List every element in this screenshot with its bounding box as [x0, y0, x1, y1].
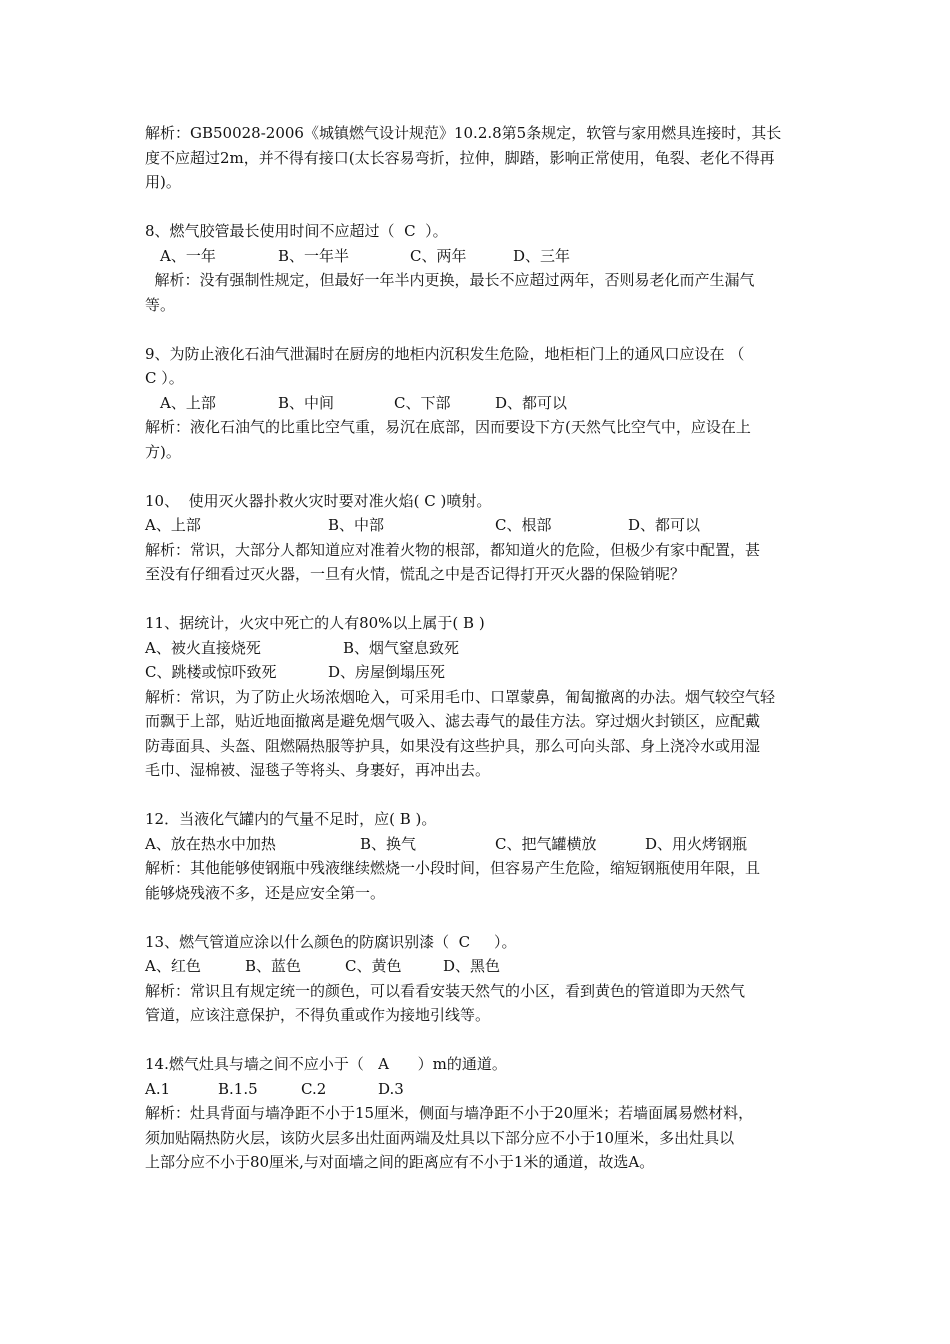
q10-option-d: D、都可以 [628, 516, 701, 534]
q12-analysis-line-1: 解析：其他能够使钢瓶中残液继续燃烧一小段时间，但容易产生危险，缩短钢瓶使用年限，且 [145, 859, 761, 877]
spacer [145, 195, 813, 220]
q11-options-row-2 [145, 660, 813, 685]
q14-option-d: D.3 [378, 1079, 404, 1098]
q9-question-line-2: C ）。 [145, 369, 184, 387]
q14-analysis-line-1: 解析：灶具背面与墙净距不小于15厘米，侧面与墙净距不小于20厘米；若墙面属易燃材料， [145, 1104, 754, 1122]
q11-analysis-line-4: 毛巾、湿棉被、湿毯子等将头、身裹好，再冲出去。 [145, 761, 491, 779]
q13-option-d: D、黑色 [443, 957, 501, 975]
q8-block [145, 219, 813, 317]
q8-question: 8、燃气胶管最长使用时间不应超过（ C ）。 [145, 222, 448, 240]
q10-question: 10、 使用灭火器扑救火灾时要对准火焰( C )喷射。 [145, 491, 492, 510]
q9-option-b: B、中间 [278, 393, 335, 412]
q11-option-a: A、被火直接烧死 [145, 638, 261, 657]
q12-option-d: D、用火烤钢瓶 [645, 834, 748, 853]
q9-option-a: A、上部 [160, 393, 216, 412]
spacer [145, 783, 813, 808]
q14-analysis-line-3: 上部分应不小于80厘米,与对面墙之间的距离应有不小于1米的通道，故选A。 [145, 1153, 655, 1171]
q11-question: 11、据统计，火灾中死亡的人有80%以上属于( B ) [145, 614, 485, 632]
q11-analysis-line-1: 解析：常识，为了防止火场浓烟呛入，可采用毛巾、口罩蒙鼻，匍匐撤离的办法。烟气较空气轻 [145, 687, 776, 706]
q13-question: 13、燃气管道应涂以什么颜色的防腐识别漆（ C ）。 [145, 932, 517, 951]
spacer [145, 464, 813, 489]
q13-option-a: A、红色 [145, 957, 201, 975]
q8-analysis-line-2: 等。 [145, 295, 176, 314]
spacer [145, 317, 813, 342]
q10-option-c: C、根部 [495, 516, 552, 534]
q10-option-b: B、中部 [328, 516, 385, 534]
q9-block [145, 342, 813, 465]
q9-option-c: C、下部 [394, 393, 451, 412]
q12-block [145, 807, 813, 905]
q8-option-b: B、一年半 [278, 246, 350, 265]
q7-analysis-line-3: 用)。 [145, 173, 181, 191]
q13-analysis-line-2: 管道，应该注意保护，不得负重或作为接地引线等。 [145, 1006, 491, 1024]
q14-analysis-line-2: 须加贴隔热防火层，该防火层多出灶面两端及灶具以下部分应不小于10厘米，多出灶具以 [145, 1128, 735, 1147]
q13-options [145, 954, 813, 979]
q8-options [145, 244, 813, 269]
q11-option-d: D、房屋倒塌压死 [328, 663, 446, 681]
q10-analysis-line-1: 解析：常识，大部分人都知道应对准着火物的根部，都知道火的危险，但极少有家中配置，甚 [145, 540, 761, 559]
q14-option-a: A.1 [145, 1079, 171, 1098]
q11-option-b: B、烟气窒息致死 [343, 638, 460, 657]
q9-analysis-line-2: 方)。 [145, 442, 181, 461]
q11-option-c: C、跳楼或惊吓致死 [145, 663, 277, 681]
q14-options [145, 1077, 813, 1102]
q8-option-d: D、三年 [513, 246, 571, 265]
q8-analysis-line-1: 解析：没有强制性规定，但最好一年半内更换，最长不应超过两年，否则易老化而产生漏气 [145, 271, 755, 289]
q10-block [145, 489, 813, 587]
q13-analysis-line-1: 解析：常识且有规定统一的颜色，可以看看安装天然气的小区，看到黄色的管道即为天然气 [145, 981, 746, 1000]
q12-option-a: A、放在热水中加热 [145, 834, 276, 853]
q10-analysis-line-2: 至没有仔细看过灭火器，一旦有火情，慌乱之中是否记得打开灭火器的保险销呢？ [145, 565, 686, 583]
q9-options [145, 391, 813, 416]
q11-analysis-line-3: 防毒面具、头盔、阻燃隔热服等护具，如果没有这些护具，那么可向头部、身上浇冷水或用湿 [145, 736, 761, 755]
q14-option-c: C.2 [301, 1079, 327, 1098]
q7-analysis-line-1: 解析：GB50028-2006《城镇燃气设计规范》10.2.8第5条规定，软管与家用燃具连接时，其长 [145, 124, 782, 142]
q11-analysis-line-2: 而飘于上部，贴近地面撤离是避免烟气吸入、滤去毒气的最佳方法。穿过烟火封锁区，应配戴 [145, 712, 761, 730]
q11-options-row-1 [145, 636, 813, 661]
document-page [145, 121, 813, 1175]
spacer [145, 905, 813, 930]
q9-analysis-line-1: 解析：液化石油气的比重比空气重，易沉在底部，因而要设下方(天然气比空气中，应设在上 [145, 418, 751, 436]
spacer [145, 587, 813, 612]
q9-question-line-1: 9、为防止液化石油气泄漏时在厨房的地柜内沉积发生危险，地柜柜门上的通风口应设在 （ [145, 344, 745, 363]
q13-block [145, 930, 813, 1028]
q8-option-a: A、一年 [160, 246, 216, 265]
q12-options [145, 832, 813, 857]
q10-options [145, 513, 813, 538]
q13-option-c: C、黄色 [345, 957, 402, 975]
q14-block [145, 1052, 813, 1175]
q14-option-b: B.1.5 [218, 1079, 258, 1098]
q7-block [145, 121, 813, 195]
q11-block [145, 611, 813, 783]
q8-option-c: C、两年 [410, 246, 467, 265]
spacer [145, 1028, 813, 1053]
q13-option-b: B、蓝色 [245, 957, 302, 975]
q14-question: 14.燃气灶具与墙之间不应小于（ A ）m的通道。 [145, 1055, 507, 1073]
q7-analysis-line-2: 度不应超过2m，并不得有接口(太长容易弯折，拉伸，脚踏，影响正常使用，龟裂、老化不得再 [145, 148, 775, 167]
q10-option-a: A、上部 [145, 516, 201, 534]
q12-option-c: C、把气罐横放 [495, 834, 597, 853]
q12-question: 12．当液化气罐内的气量不足时，应( B )。 [145, 810, 437, 828]
q12-analysis-line-2: 能够烧残液不多，还是应安全第一。 [145, 883, 386, 902]
q12-option-b: B、换气 [360, 834, 417, 853]
q9-option-d: D、都可以 [495, 393, 568, 412]
